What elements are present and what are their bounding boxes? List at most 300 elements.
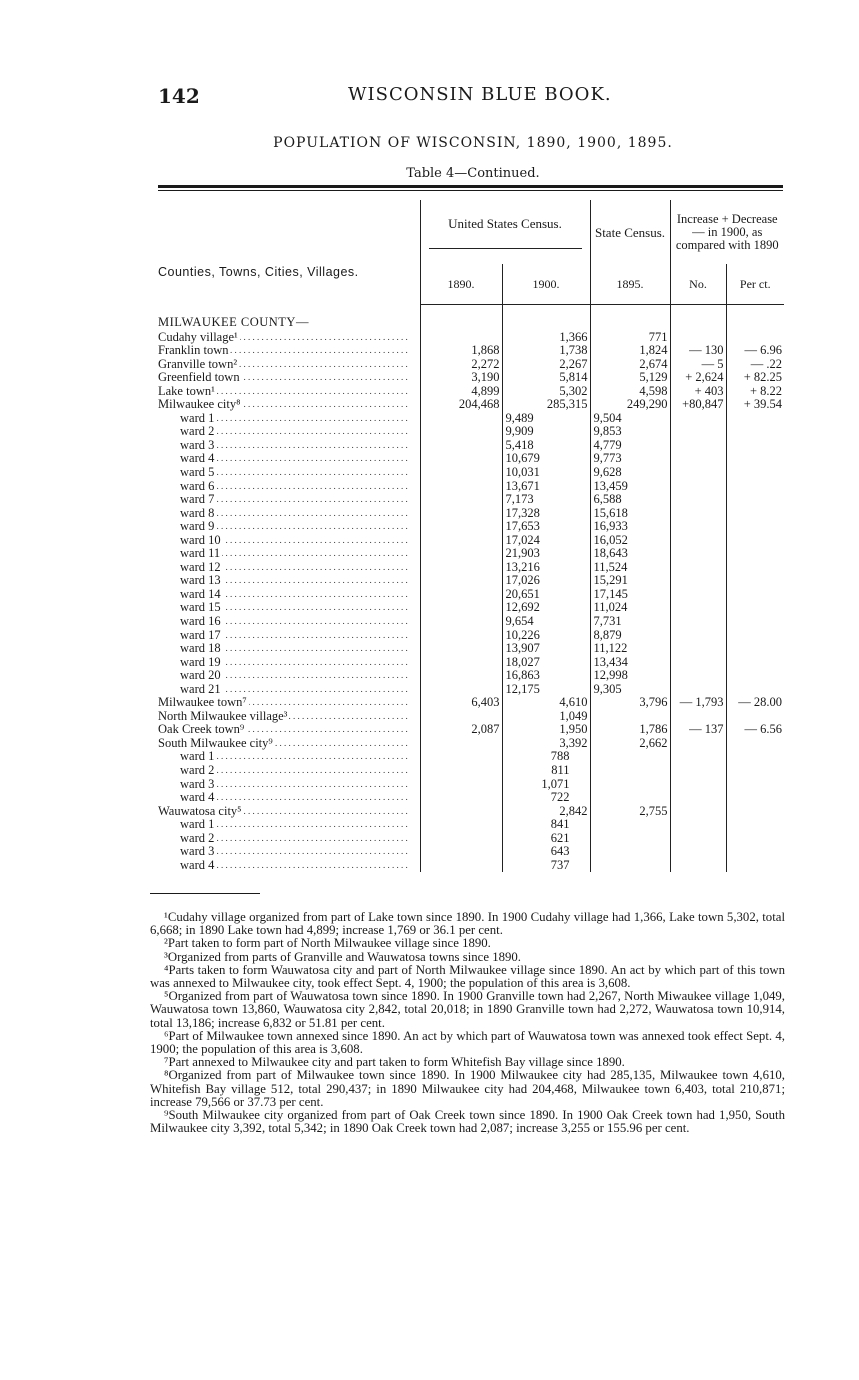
cell-change-no — [670, 601, 726, 615]
cell-change-pct — [726, 669, 784, 683]
cell-1900: 17,328 — [502, 507, 590, 521]
cell-1900: 285,315 — [502, 398, 590, 412]
row-name: ward 4 . . . — [158, 859, 420, 873]
row-name: Milwaukee town⁷ . . . — [158, 696, 420, 710]
cell-1895: 2,662 — [590, 737, 670, 751]
row-name: ward 2 . . . — [158, 425, 420, 439]
row-name: ward 13 . . . — [158, 574, 420, 588]
cell-change-no: + 2,624 — [670, 371, 726, 385]
cell-1890 — [420, 534, 502, 548]
cell-change-no — [670, 656, 726, 670]
row-name: ward 3 . . . — [158, 845, 420, 859]
cell-1895 — [590, 832, 670, 846]
cell-change-no: — 5 — [670, 358, 726, 372]
cell-1895 — [590, 764, 670, 778]
cell-change-no — [670, 764, 726, 778]
header-name: Counties, Towns, Cities, Villages. — [158, 265, 359, 280]
cell-change-pct — [726, 683, 784, 697]
ward-row — [158, 561, 784, 575]
row-name: ward 3 . . . — [158, 439, 420, 453]
cell-change-no — [670, 791, 726, 805]
ward-row — [158, 615, 784, 629]
cell-1890 — [420, 669, 502, 683]
cell-1890 — [420, 439, 502, 453]
cell-1895: 6,588 — [590, 493, 670, 507]
cell-1900: 1,950 — [502, 723, 590, 737]
cell-1900: 17,026 — [502, 574, 590, 588]
cell-1890 — [420, 480, 502, 494]
cell-1900: 1,071 — [502, 778, 590, 792]
footnote: ²Part taken to form part of North Milwaukee village since 1890. — [164, 936, 491, 951]
cell-1900: 9,909 — [502, 425, 590, 439]
cell-change-pct — [726, 520, 784, 534]
cell-change-pct: + 82.25 — [726, 371, 784, 385]
ward-row — [158, 439, 784, 453]
cell-change-pct — [726, 629, 784, 643]
row-name: ward 18 . . . — [158, 642, 420, 656]
row-name: South Milwaukee city⁹ . . . — [158, 737, 420, 751]
ward-row — [158, 601, 784, 615]
row-name: ward 19 . . . — [158, 656, 420, 670]
ward-row — [158, 791, 784, 805]
cell-1890 — [420, 764, 502, 778]
ward-row — [158, 669, 784, 683]
ward-row — [158, 764, 784, 778]
cell-change-pct: — 28.00 — [726, 696, 784, 710]
cell-change-no — [670, 859, 726, 873]
cell-1900: 737 — [502, 859, 590, 873]
cell-change-pct — [726, 778, 784, 792]
cell-change-pct — [726, 737, 784, 751]
cell-change-no — [670, 845, 726, 859]
table-row — [158, 331, 784, 345]
ward-row — [158, 778, 784, 792]
cell-1895: 5,129 — [590, 371, 670, 385]
cell-1890 — [420, 412, 502, 426]
cell-1895: 1,824 — [590, 344, 670, 358]
page-number: 142 — [158, 84, 200, 108]
ward-row — [158, 642, 784, 656]
cell-change-no — [670, 737, 726, 751]
cell-1895: 11,122 — [590, 642, 670, 656]
cell-1890: 3,190 — [420, 371, 502, 385]
cell-1895: 13,434 — [590, 656, 670, 670]
cell-1900: 10,226 — [502, 629, 590, 643]
cell-1890 — [420, 832, 502, 846]
cell-1895: 9,853 — [590, 425, 670, 439]
row-name: Cudahy village¹ . . . — [158, 331, 420, 345]
row-name: ward 15 . . . — [158, 601, 420, 615]
cell-1890 — [420, 683, 502, 697]
cell-1895: 1,786 — [590, 723, 670, 737]
header-us-census — [420, 200, 590, 264]
row-name: ward 20 . . . — [158, 669, 420, 683]
cell-1890 — [420, 750, 502, 764]
cell-1890 — [420, 601, 502, 615]
row-name: ward 11 . . . — [158, 547, 420, 561]
cell-1900: 1,366 — [502, 331, 590, 345]
cell-1900: 811 — [502, 764, 590, 778]
table-row — [158, 358, 784, 372]
cell-1900: 17,024 — [502, 534, 590, 548]
cell-change-no — [670, 629, 726, 643]
table-row — [158, 398, 784, 412]
row-name: ward 1 . . . — [158, 412, 420, 426]
cell-change-pct — [726, 425, 784, 439]
header-1895: 1895. — [590, 264, 670, 305]
ward-row — [158, 507, 784, 521]
cell-1895: 18,643 — [590, 547, 670, 561]
table-row — [158, 344, 784, 358]
ward-row — [158, 412, 784, 426]
cell-1895: 9,305 — [590, 683, 670, 697]
cell-change-no — [670, 832, 726, 846]
top-rule — [158, 185, 783, 188]
cell-change-no — [670, 588, 726, 602]
cell-1890 — [420, 561, 502, 575]
table-row — [158, 371, 784, 385]
cell-1895: 3,796 — [590, 696, 670, 710]
ward-row — [158, 425, 784, 439]
row-name: ward 16 . . . — [158, 615, 420, 629]
cell-1900: 3,392 — [502, 737, 590, 751]
footnote: ⁸Organized from part of Milwaukee town since 1890. In 1900 Milwaukee city had 285,135, Milwaukee town 4,610, Whitefish Bay village 512, total 290,437; in 1890 Milwaukee city had 204,468, Milwaukee town 6,403, total 210,871; increase 79,566 or 37.73 per cent. — [150, 1068, 785, 1109]
cell-1895: 13,459 — [590, 480, 670, 494]
ward-row — [158, 480, 784, 494]
cell-1900: 13,216 — [502, 561, 590, 575]
ward-row — [158, 493, 784, 507]
ward-row — [158, 818, 784, 832]
cell-1900: 5,418 — [502, 439, 590, 453]
cell-change-pct — [726, 534, 784, 548]
footnote: ⁵Organized from part of Wauwatosa town since 1890. In 1900 Granville town had 2,267, North Miwaukee village 1,049, Wauwatosa town 13,860, Wauwatosa city 2,842, total 20,018; in 1890 Granville town had 2,272, Wauwatosa town 10,914, total 13,186; increase 6,832 or 51.81 per cent. — [150, 989, 785, 1030]
cell-1890 — [420, 547, 502, 561]
cell-change-no — [670, 642, 726, 656]
header-1900: 1900. — [502, 264, 590, 305]
cell-change-no — [670, 439, 726, 453]
cell-1890 — [420, 466, 502, 480]
cell-1895: 8,879 — [590, 629, 670, 643]
row-name: ward 3 . . . — [158, 778, 420, 792]
cell-change-no — [670, 683, 726, 697]
cell-change-no: — 1,793 — [670, 696, 726, 710]
ward-row — [158, 656, 784, 670]
cell-1900: 12,175 — [502, 683, 590, 697]
cell-1900: 17,653 — [502, 520, 590, 534]
cell-1900: 5,302 — [502, 385, 590, 399]
cell-change-no — [670, 425, 726, 439]
cell-1900: 21,903 — [502, 547, 590, 561]
cell-1895: 11,024 — [590, 601, 670, 615]
cell-change-no — [670, 750, 726, 764]
cell-change-pct — [726, 615, 784, 629]
cell-1890 — [420, 805, 502, 819]
cell-1890 — [420, 331, 502, 345]
table-row — [158, 805, 784, 819]
cell-change-pct — [726, 547, 784, 561]
ward-row — [158, 750, 784, 764]
cell-1900: 13,907 — [502, 642, 590, 656]
row-name: ward 8 . . . — [158, 507, 420, 521]
cell-1895: 249,290 — [590, 398, 670, 412]
row-name: ward 2 . . . — [158, 764, 420, 778]
cell-1895: 9,628 — [590, 466, 670, 480]
cell-1895 — [590, 859, 670, 873]
cell-1895: 2,674 — [590, 358, 670, 372]
cell-change-no — [670, 480, 726, 494]
cell-1890: 6,403 — [420, 696, 502, 710]
cell-change-no — [670, 818, 726, 832]
cell-change-pct — [726, 656, 784, 670]
footnote: ⁶Part of Milwaukee town annexed since 1890. An act by which part of Wauwatosa town was annexed took effect Sept. 4, 1900; the population of this area is 3,608. — [150, 1028, 785, 1057]
table-row — [158, 385, 784, 399]
ward-row — [158, 845, 784, 859]
cell-1890 — [420, 588, 502, 602]
cell-1895 — [590, 710, 670, 724]
cell-change-pct — [726, 466, 784, 480]
cell-1895: 16,052 — [590, 534, 670, 548]
cell-change-pct — [726, 805, 784, 819]
ward-row — [158, 534, 784, 548]
cell-1890: 2,272 — [420, 358, 502, 372]
header-us-census-label: United States Census. — [429, 216, 582, 249]
cell-1900: 7,173 — [502, 493, 590, 507]
cell-change-pct — [726, 791, 784, 805]
cell-change-pct — [726, 480, 784, 494]
cell-change-pct — [726, 574, 784, 588]
cell-change-no — [670, 778, 726, 792]
table-row — [158, 696, 784, 710]
cell-change-no — [670, 669, 726, 683]
cell-1900: 2,267 — [502, 358, 590, 372]
cell-change-no — [670, 520, 726, 534]
row-name: ward 17 . . . — [158, 629, 420, 643]
row-name: ward 10 . . . — [158, 534, 420, 548]
cell-1890 — [420, 425, 502, 439]
cell-1900: 9,489 — [502, 412, 590, 426]
county-row — [158, 305, 784, 331]
cell-change-pct — [726, 845, 784, 859]
cell-change-no — [670, 561, 726, 575]
cell-change-pct — [726, 493, 784, 507]
cell-1895: 4,598 — [590, 385, 670, 399]
cell-1900: 1,049 — [502, 710, 590, 724]
footnotes — [150, 911, 785, 1135]
table-row — [158, 723, 784, 737]
ward-row — [158, 683, 784, 697]
cell-change-pct: + 8.22 — [726, 385, 784, 399]
cell-change-pct: — .22 — [726, 358, 784, 372]
cell-1890 — [420, 818, 502, 832]
ward-row — [158, 520, 784, 534]
cell-change-pct — [726, 642, 784, 656]
ward-row — [158, 588, 784, 602]
running-title: WISCONSIN BLUE BOOK. — [348, 84, 612, 105]
row-name: ward 5 . . . — [158, 466, 420, 480]
cell-1900: 1,738 — [502, 344, 590, 358]
cell-change-no — [670, 452, 726, 466]
cell-change-pct — [726, 588, 784, 602]
cell-1890 — [420, 859, 502, 873]
cell-change-no — [670, 412, 726, 426]
cell-change-no — [670, 534, 726, 548]
cell-1900: 788 — [502, 750, 590, 764]
row-name: ward 21 . . . — [158, 683, 420, 697]
cell-change-no: — 137 — [670, 723, 726, 737]
cell-1900: 16,863 — [502, 669, 590, 683]
cell-1900: 841 — [502, 818, 590, 832]
cell-change-pct: — 6.56 — [726, 723, 784, 737]
ward-row — [158, 452, 784, 466]
cell-1895: 15,618 — [590, 507, 670, 521]
cell-1890 — [420, 520, 502, 534]
row-name: ward 4 . . . — [158, 452, 420, 466]
cell-1890: 4,899 — [420, 385, 502, 399]
cell-1895: 15,291 — [590, 574, 670, 588]
cell-1890 — [420, 737, 502, 751]
ward-row — [158, 859, 784, 873]
cell-1890: 204,468 — [420, 398, 502, 412]
cell-change-no — [670, 574, 726, 588]
footnote: ⁴Parts taken to form Wauwatosa city and part of North Milwaukee village since 1890. An act by which part of this town was annexed to Milwaukee city, took effect Sept. 4, 1900; the population of this area is 3,608. — [150, 962, 785, 991]
cell-1895 — [590, 818, 670, 832]
header-1890: 1890. — [420, 264, 502, 305]
row-name: Lake town¹ . . . — [158, 385, 420, 399]
cell-1895: 4,779 — [590, 439, 670, 453]
cell-1895 — [590, 750, 670, 764]
cell-change-no: + 403 — [670, 385, 726, 399]
cell-1890 — [420, 642, 502, 656]
cell-change-pct — [726, 561, 784, 575]
cell-change-pct — [726, 452, 784, 466]
cell-change-no — [670, 331, 726, 345]
cell-change-no — [670, 710, 726, 724]
header-increase: Increase + Decrease — in 1900, as compared with 1890 — [675, 211, 779, 252]
cell-change-pct: — 6.96 — [726, 344, 784, 358]
cell-change-no — [670, 615, 726, 629]
cell-change-pct — [726, 859, 784, 873]
cell-1895: 7,731 — [590, 615, 670, 629]
cell-change-pct — [726, 710, 784, 724]
cell-change-pct — [726, 750, 784, 764]
footnote: ⁷Part annexed to Milwaukee city and part taken to form Whitefish Bay village since 1890. — [164, 1055, 625, 1070]
cell-change-no — [670, 493, 726, 507]
cell-1890 — [420, 615, 502, 629]
cell-1900: 2,842 — [502, 805, 590, 819]
cell-1895: 9,773 — [590, 452, 670, 466]
cell-1890 — [420, 656, 502, 670]
cell-1890: 1,868 — [420, 344, 502, 358]
cell-1900: 18,027 — [502, 656, 590, 670]
cell-1895 — [590, 778, 670, 792]
footnote: ¹Cudahy village organized from part of Lake town since 1890. In 1900 Cudahy village had 1,366, Lake town 5,302, total 6,668; in 1890 Lake town had 4,899; increase 1,769 or 36.1 per cent. — [150, 910, 785, 938]
row-name: ward 4 . . . — [158, 791, 420, 805]
census-table — [158, 200, 784, 872]
cell-1890 — [420, 778, 502, 792]
cell-change-pct: + 39.54 — [726, 398, 784, 412]
row-name: Milwaukee city⁸ . . . — [158, 398, 420, 412]
row-name: ward 12 . . . — [158, 561, 420, 575]
header-pct: Per ct. — [726, 264, 784, 305]
cell-1900: 621 — [502, 832, 590, 846]
row-name: ward 1 . . . — [158, 750, 420, 764]
row-name: Oak Creek town⁹ . . . — [158, 723, 420, 737]
cell-change-pct — [726, 764, 784, 778]
cell-change-no — [670, 805, 726, 819]
cell-change-no — [670, 466, 726, 480]
row-name: ward 9 . . . — [158, 520, 420, 534]
table-row — [158, 737, 784, 751]
cell-1900: 10,031 — [502, 466, 590, 480]
table-subtitle: Table 4—Continued. — [406, 166, 540, 181]
cell-change-pct — [726, 818, 784, 832]
cell-1890 — [420, 710, 502, 724]
cell-1895: 771 — [590, 331, 670, 345]
table-body — [158, 305, 784, 873]
ward-row — [158, 547, 784, 561]
row-name: ward 1 . . . — [158, 818, 420, 832]
row-name: North Milwaukee village³ . . . — [158, 710, 420, 724]
table-title: POPULATION OF WISCONSIN, 1890, 1900, 1895. — [273, 135, 673, 151]
footnote: ³Organized from parts of Granville and Wauwatosa towns since 1890. — [164, 949, 522, 964]
cell-change-pct — [726, 507, 784, 521]
row-name: ward 2 . . . — [158, 832, 420, 846]
row-name: ward 14 . . . — [158, 588, 420, 602]
cell-1895 — [590, 791, 670, 805]
row-name: ward 7 . . . — [158, 493, 420, 507]
cell-1895: 11,524 — [590, 561, 670, 575]
row-name: Wauwatosa city⁵ . . . — [158, 805, 420, 819]
cell-1900: 13,671 — [502, 480, 590, 494]
cell-1900: 10,679 — [502, 452, 590, 466]
page-header — [158, 84, 788, 114]
cell-1900: 5,814 — [502, 371, 590, 385]
cell-1890 — [420, 629, 502, 643]
county-name: MILWAUKEE COUNTY— — [158, 314, 309, 329]
cell-1895: 9,504 — [590, 412, 670, 426]
cell-1900: 643 — [502, 845, 590, 859]
cell-1890 — [420, 507, 502, 521]
cell-1895: 16,933 — [590, 520, 670, 534]
ward-row — [158, 629, 784, 643]
top-rule-thin — [158, 190, 783, 191]
cell-1890 — [420, 493, 502, 507]
cell-change-pct — [726, 601, 784, 615]
ward-row — [158, 832, 784, 846]
cell-1900: 4,610 — [502, 696, 590, 710]
cell-change-pct — [726, 412, 784, 426]
cell-1890 — [420, 452, 502, 466]
cell-1890 — [420, 574, 502, 588]
cell-1900: 12,692 — [502, 601, 590, 615]
ward-row — [158, 466, 784, 480]
cell-1890 — [420, 791, 502, 805]
row-name: Franklin town . . . — [158, 344, 420, 358]
footnote-rule — [150, 893, 260, 894]
cell-change-no: — 130 — [670, 344, 726, 358]
cell-1895: 12,998 — [590, 669, 670, 683]
header-state-census: State Census. — [590, 200, 670, 264]
cell-1895: 17,145 — [590, 588, 670, 602]
header-no: No. — [670, 264, 726, 305]
cell-change-no: +80,847 — [670, 398, 726, 412]
ward-row — [158, 574, 784, 588]
cell-1895: 2,755 — [590, 805, 670, 819]
cell-1900: 722 — [502, 791, 590, 805]
cell-change-pct — [726, 439, 784, 453]
row-name: Granville town² . . . — [158, 358, 420, 372]
cell-1890: 2,087 — [420, 723, 502, 737]
